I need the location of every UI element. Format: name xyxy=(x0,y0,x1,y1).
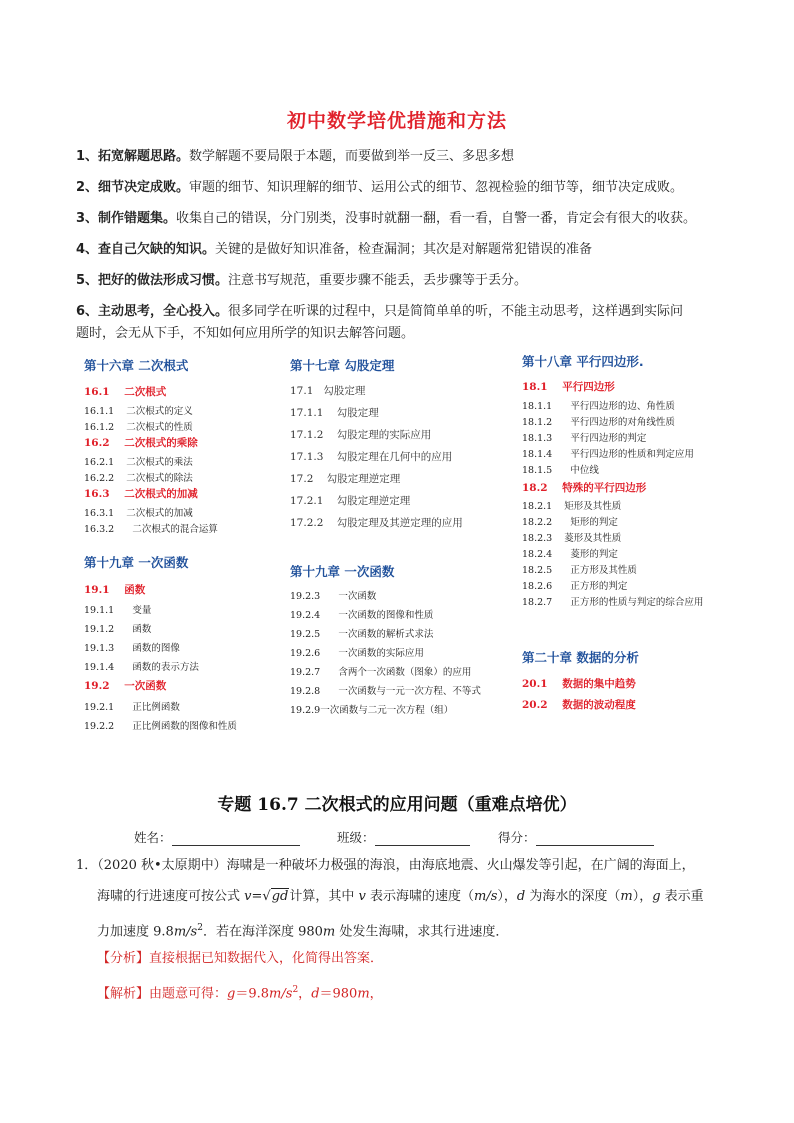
toc-chapter-heading: 第十六章 二次根式 xyxy=(84,358,189,373)
toc-item: 18.1.5 中位线 xyxy=(522,465,599,476)
q1-text: ．若在海洋深度 980 xyxy=(202,924,323,940)
toc-item: 17.2 勾股定理逆定理 xyxy=(290,473,401,485)
sqrt-formula xyxy=(262,881,289,913)
toc-item: 19.1.4 函数的表示方法 xyxy=(84,662,199,673)
class-field xyxy=(337,828,470,846)
q1-text: 处发生海啸，求其行进速度． xyxy=(335,924,509,940)
toc-item: 18.2.3 菱形及其性质 xyxy=(522,533,622,544)
q1-text: ）， xyxy=(497,889,517,904)
toc-item: 19.1.2 函数 xyxy=(84,624,152,635)
tip-2-heading: 2、细节决定成败。 xyxy=(76,180,190,195)
score-field xyxy=(498,828,654,846)
tip-6-text: 很多同学在听课的过程中，只是简简单单的听，不能主动思考，这样遇到实际问 xyxy=(228,304,684,319)
toc-item: 16.1.2 二次根式的性质 xyxy=(84,422,193,433)
solution-text: 由题意可得： xyxy=(149,986,228,1002)
q1-text: ）， xyxy=(632,889,653,904)
unit-ms: m/s xyxy=(269,986,293,1002)
radical-sign-icon: √ xyxy=(262,889,271,904)
toc-item: 19.2.5 一次函数的解析式求法 xyxy=(290,629,434,640)
toc-section: 20.2 数据的波动程度 xyxy=(522,699,636,711)
toc-item: 19.2.6 一次函数的实际应用 xyxy=(290,648,424,659)
tip-1 xyxy=(76,147,756,167)
name-field xyxy=(134,828,300,846)
analysis-tag: 【分析】 xyxy=(97,951,150,966)
tip-3-heading: 3、制作错题集。 xyxy=(76,211,177,226)
toc-item: 16.3.1 二次根式的加减 xyxy=(84,508,193,519)
tip-3-text: 收集自己的错误，分门别类，没事时就翻一翻，看一看，自警一番，肯定会有很大的收获。 xyxy=(176,211,697,226)
toc-section: 19.1 函数 xyxy=(84,584,146,596)
class-input-line[interactable] xyxy=(375,831,470,846)
toc-item: 19.2.8 一次函数与一元一次方程、不等式 xyxy=(290,686,481,697)
toc-section: 16.1 二次根式 xyxy=(84,386,167,398)
tip-4-heading: 4、查自己欠缺的知识。 xyxy=(76,242,216,257)
formula-v: v xyxy=(244,889,252,904)
tip-1-heading: 1、拓宽解题思路。 xyxy=(76,149,190,164)
toc-item: 17.2.1 勾股定理逆定理 xyxy=(290,495,411,507)
tip-2-text: 审题的细节、知识理解的细节、运用公式的细节、忽视检验的细节等，细节决定成败。 xyxy=(189,180,684,195)
toc-item: 18.1.4 平行四边形的性质和判定应用 xyxy=(522,449,694,460)
toc-chapter-heading: 第十九章 一次函数 xyxy=(84,555,189,570)
tip-5-heading: 5、把好的做法形成习惯。 xyxy=(76,273,229,288)
toc-item: 18.2.7 正方形的性质与判定的综合应用 xyxy=(522,597,704,608)
toc-item: 18.1.2 平行四边形的对角线性质 xyxy=(522,417,675,428)
toc-chapter-heading: 第十九章 一次函数 xyxy=(290,564,395,579)
toc-item: 16.2.1 二次根式的乘法 xyxy=(84,457,193,468)
unit-m: m xyxy=(357,986,370,1002)
toc-item: 19.1.1 变量 xyxy=(84,605,152,616)
solution-text: ， xyxy=(298,986,312,1002)
toc-item: 19.1.3 函数的图像 xyxy=(84,643,180,654)
unit-ms: m/s xyxy=(173,924,198,940)
q1-text: 表示海啸的速度（ xyxy=(365,889,474,904)
toc-item: 19.2.3 一次函数 xyxy=(290,591,377,602)
question-1-line-2 xyxy=(97,881,704,913)
tip-3 xyxy=(76,209,756,229)
toc-item: 19.2.7 含两个一次函数（图象）的应用 xyxy=(290,667,472,678)
solution-value: ＝980 xyxy=(319,986,358,1002)
name-input-line[interactable] xyxy=(172,831,300,846)
toc-section: 18.2 特殊的平行四边形 xyxy=(522,482,647,494)
solution-line xyxy=(97,974,383,1010)
solution-text: ， xyxy=(369,986,383,1002)
tip-2 xyxy=(76,178,756,198)
formula-equals: = xyxy=(251,889,263,904)
q1-text: 为海水的深度（ xyxy=(525,889,621,904)
toc-item: 19.2.2 正比例函数的图像和性质 xyxy=(84,721,237,732)
toc-item: 18.2.6 正方形的判定 xyxy=(522,581,628,592)
q1-text: 计算，其中 xyxy=(289,889,359,904)
toc-item: 16.3.2 二次根式的混合运算 xyxy=(84,524,218,535)
formula-radicand: gd xyxy=(271,889,289,904)
question-1-line-1: 1．（2020 秋•太原期中）海啸是一种破坏力极强的海浪，由海底地震、火山爆发等引起，在广阔的海面上， xyxy=(76,858,695,873)
toc-section: 16.3 二次根式的加减 xyxy=(84,488,198,500)
tip-5 xyxy=(76,271,756,291)
solution-value: ＝9.8 xyxy=(235,986,270,1002)
toc-chapter-heading: 第十八章 平行四边形. xyxy=(522,354,644,369)
tip-6-continued: 题时，会无从下手，不知如何应用所学的知识去解答问题。 xyxy=(76,326,415,341)
toc-item: 18.1.1 平行四边形的边、角性质 xyxy=(522,401,675,412)
q1-text: 表示重 xyxy=(660,889,704,904)
score-label: 得分： xyxy=(498,830,536,845)
score-input-line[interactable] xyxy=(536,831,654,846)
document-title: 专题 16.7 二次根式的应用问题（重难点培优） xyxy=(217,795,577,815)
toc-item: 17.1 勾股定理 xyxy=(290,385,366,397)
tip-6-heading: 6、主动思考，全心投入。 xyxy=(76,304,229,319)
toc-item: 17.1.2 勾股定理的实际应用 xyxy=(290,429,432,441)
toc-item: 17.1.3 勾股定理在几何中的应用 xyxy=(290,451,453,463)
toc-item: 18.2.2 矩形的判定 xyxy=(522,517,618,528)
name-label: 姓名： xyxy=(134,830,172,845)
q1-text: 海啸的行进速度可按公式 xyxy=(97,889,245,904)
superscript-2: 2 xyxy=(292,985,299,995)
analysis-line xyxy=(97,943,383,975)
class-label: 班级： xyxy=(337,830,375,845)
toc-item: 18.2.4 菱形的判定 xyxy=(522,549,618,560)
tip-4 xyxy=(76,240,756,260)
toc-item: 19.2.9一次函数与二元一次方程（组） xyxy=(290,705,454,716)
var-v: v xyxy=(358,889,366,904)
toc-chapter-heading: 第十七章 勾股定理 xyxy=(290,358,395,373)
toc-item: 16.2.2 二次根式的除法 xyxy=(84,473,193,484)
solution-tag: 【解析】 xyxy=(97,986,150,1002)
toc-item: 17.2.2 勾股定理及其逆定理的应用 xyxy=(290,517,463,529)
toc-item: 19.2.1 正比例函数 xyxy=(84,702,180,713)
var-g: g xyxy=(652,889,661,904)
toc-section: 16.2 二次根式的乘除 xyxy=(84,437,198,449)
var-g: g xyxy=(227,986,236,1002)
unit-ms: m/s xyxy=(474,889,498,904)
var-d: d xyxy=(311,986,320,1002)
analysis-text: 直接根据已知数据代入，化简得出答案． xyxy=(149,951,384,966)
var-d: d xyxy=(516,889,526,904)
tip-6 xyxy=(76,302,756,322)
tip-5-text: 注意书写规范，重要步骤不能丢，丢步骤等于丢分。 xyxy=(228,273,528,288)
q1-text: 力加速度 9.8 xyxy=(97,924,174,940)
toc-item: 18.2.5 正方形及其性质 xyxy=(522,565,637,576)
toc-section: 18.1 平行四边形 xyxy=(522,381,615,393)
tip-4-text: 关键的是做好知识准备，检查漏洞；其次是对解题常犯错误的准备 xyxy=(215,242,593,257)
toc-item: 19.2.4 一次函数的图像和性质 xyxy=(290,610,434,621)
page-title: 初中数学培优措施和方法 xyxy=(286,110,507,132)
unit-m: m xyxy=(322,924,336,940)
superscript-2: 2 xyxy=(197,923,203,933)
toc-section: 20.1 数据的集中趋势 xyxy=(522,678,636,690)
toc-item: 17.1.1 勾股定理 xyxy=(290,407,379,419)
tip-1-text: 数学解题不要局限于本题，而要做到举一反三、多思多想 xyxy=(189,149,515,164)
toc-section: 19.2 一次函数 xyxy=(84,680,167,692)
unit-m: m xyxy=(620,889,633,904)
toc-item: 18.2.1 矩形及其性质 xyxy=(522,501,622,512)
toc-item: 16.1.1 二次根式的定义 xyxy=(84,406,193,417)
toc-item: 18.1.3 平行四边形的判定 xyxy=(522,433,647,444)
toc-chapter-heading: 第二十章 数据的分析 xyxy=(522,650,639,665)
